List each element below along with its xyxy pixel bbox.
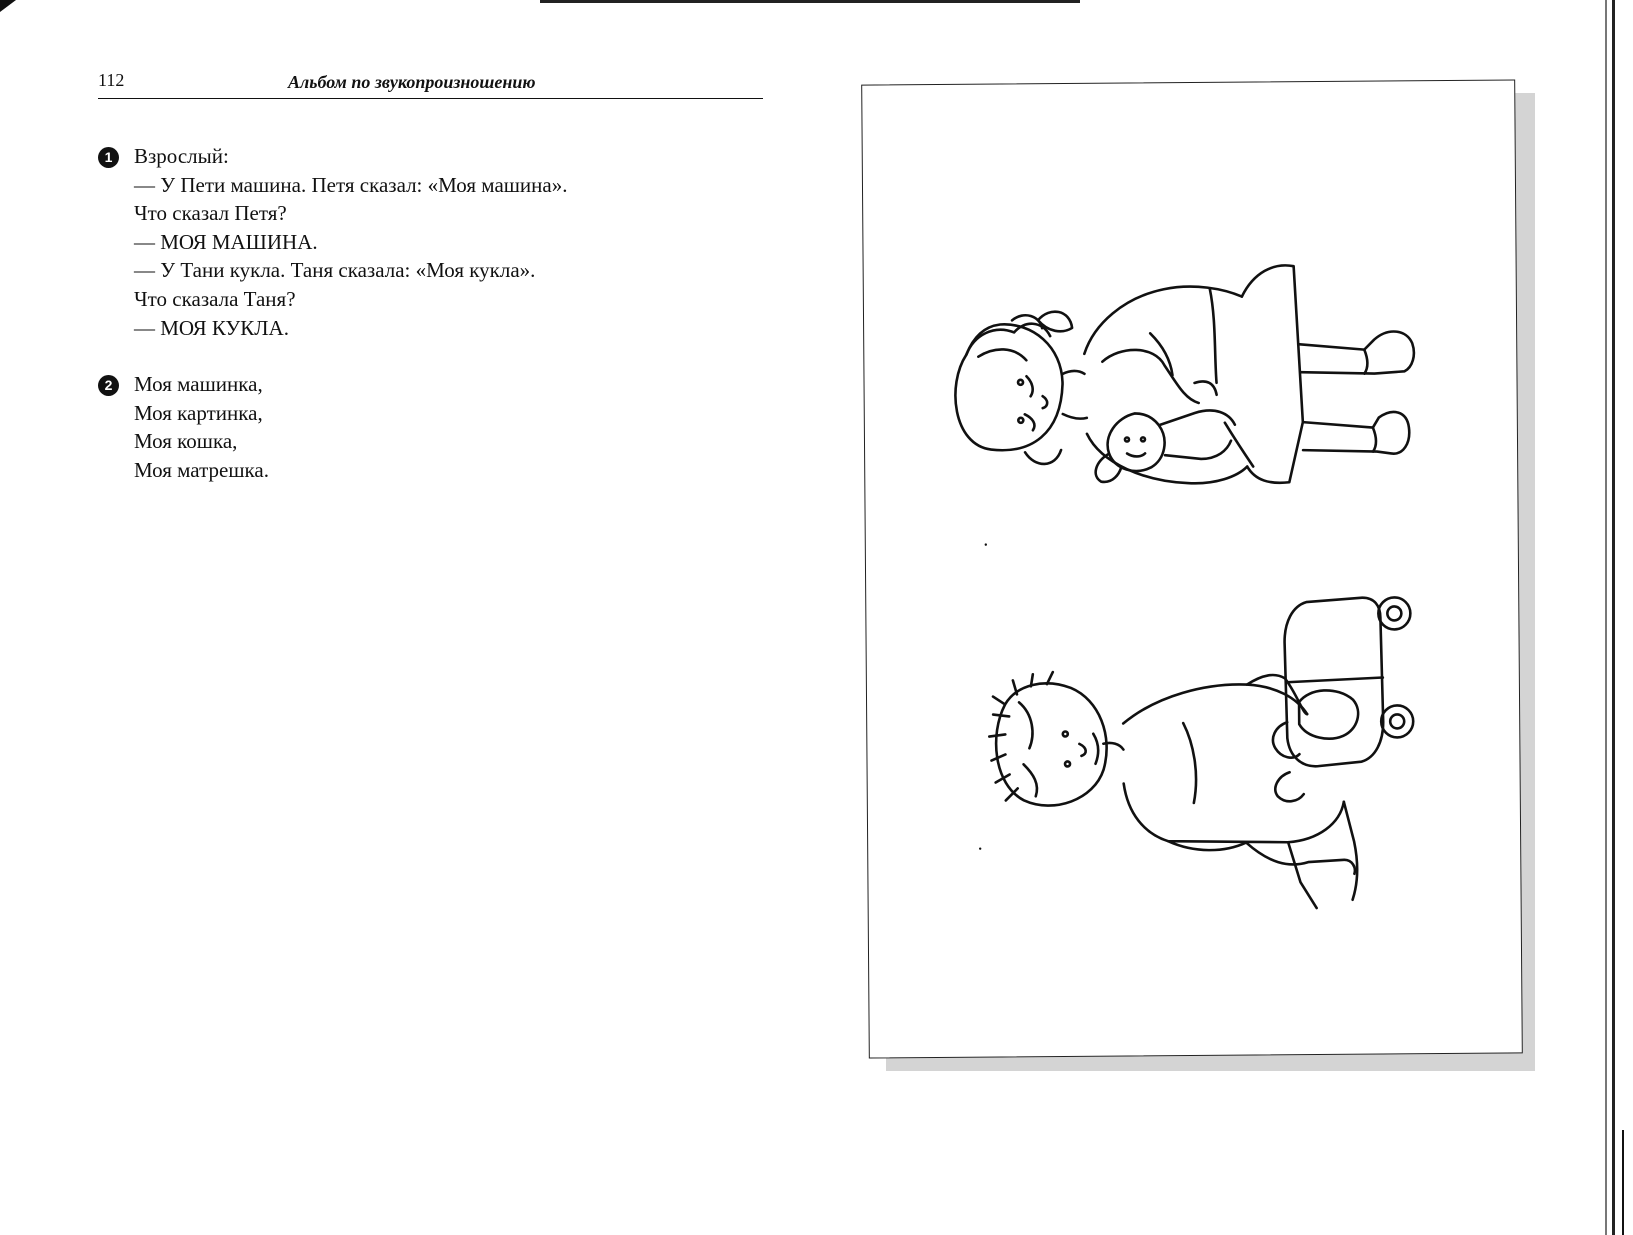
exercise-line: Что сказал Петя? — [134, 201, 287, 226]
exercise-line: — МОЯ КУКЛА. — [134, 315, 289, 340]
scan-corner-mark — [0, 0, 16, 12]
page-number: 112 — [98, 70, 125, 90]
poem-line: Моя кошка, — [134, 429, 238, 454]
exercise-line: Взрослый: — [134, 144, 229, 168]
picture-frame — [861, 79, 1523, 1058]
poem-line: Моя картинка, — [134, 400, 263, 425]
exercise-line: — У Тани кукла. Таня сказала: «Моя кукла». — [134, 258, 536, 283]
poem-line: Моя матрешка. — [134, 457, 269, 482]
book-spine-edge — [1622, 1130, 1624, 1235]
poem-text — [134, 370, 269, 484]
boy-with-toy-car-drawing — [988, 597, 1414, 910]
scan-top-edge — [540, 0, 1080, 3]
exercise-2 — [98, 370, 269, 484]
book-spine-edge — [1605, 0, 1607, 1235]
book-title: Альбом по звукопроизношению — [288, 72, 536, 92]
running-head — [98, 68, 763, 99]
book-spine-edge — [1612, 0, 1615, 1235]
exercise-text — [134, 142, 567, 342]
exercise-number-badge: 1 — [98, 147, 119, 168]
exercise-1 — [98, 142, 567, 342]
exercise-line: Что сказала Таня? — [134, 286, 296, 311]
girl-with-doll-drawing — [954, 264, 1414, 485]
exercise-number-badge: 2 — [98, 375, 119, 396]
exercise-line: — МОЯ МАШИНА. — [134, 229, 318, 254]
exercise-line: — У Пети машина. Петя сказал: «Моя машина». — [134, 172, 568, 197]
poem-line: Моя машинка, — [134, 372, 263, 396]
